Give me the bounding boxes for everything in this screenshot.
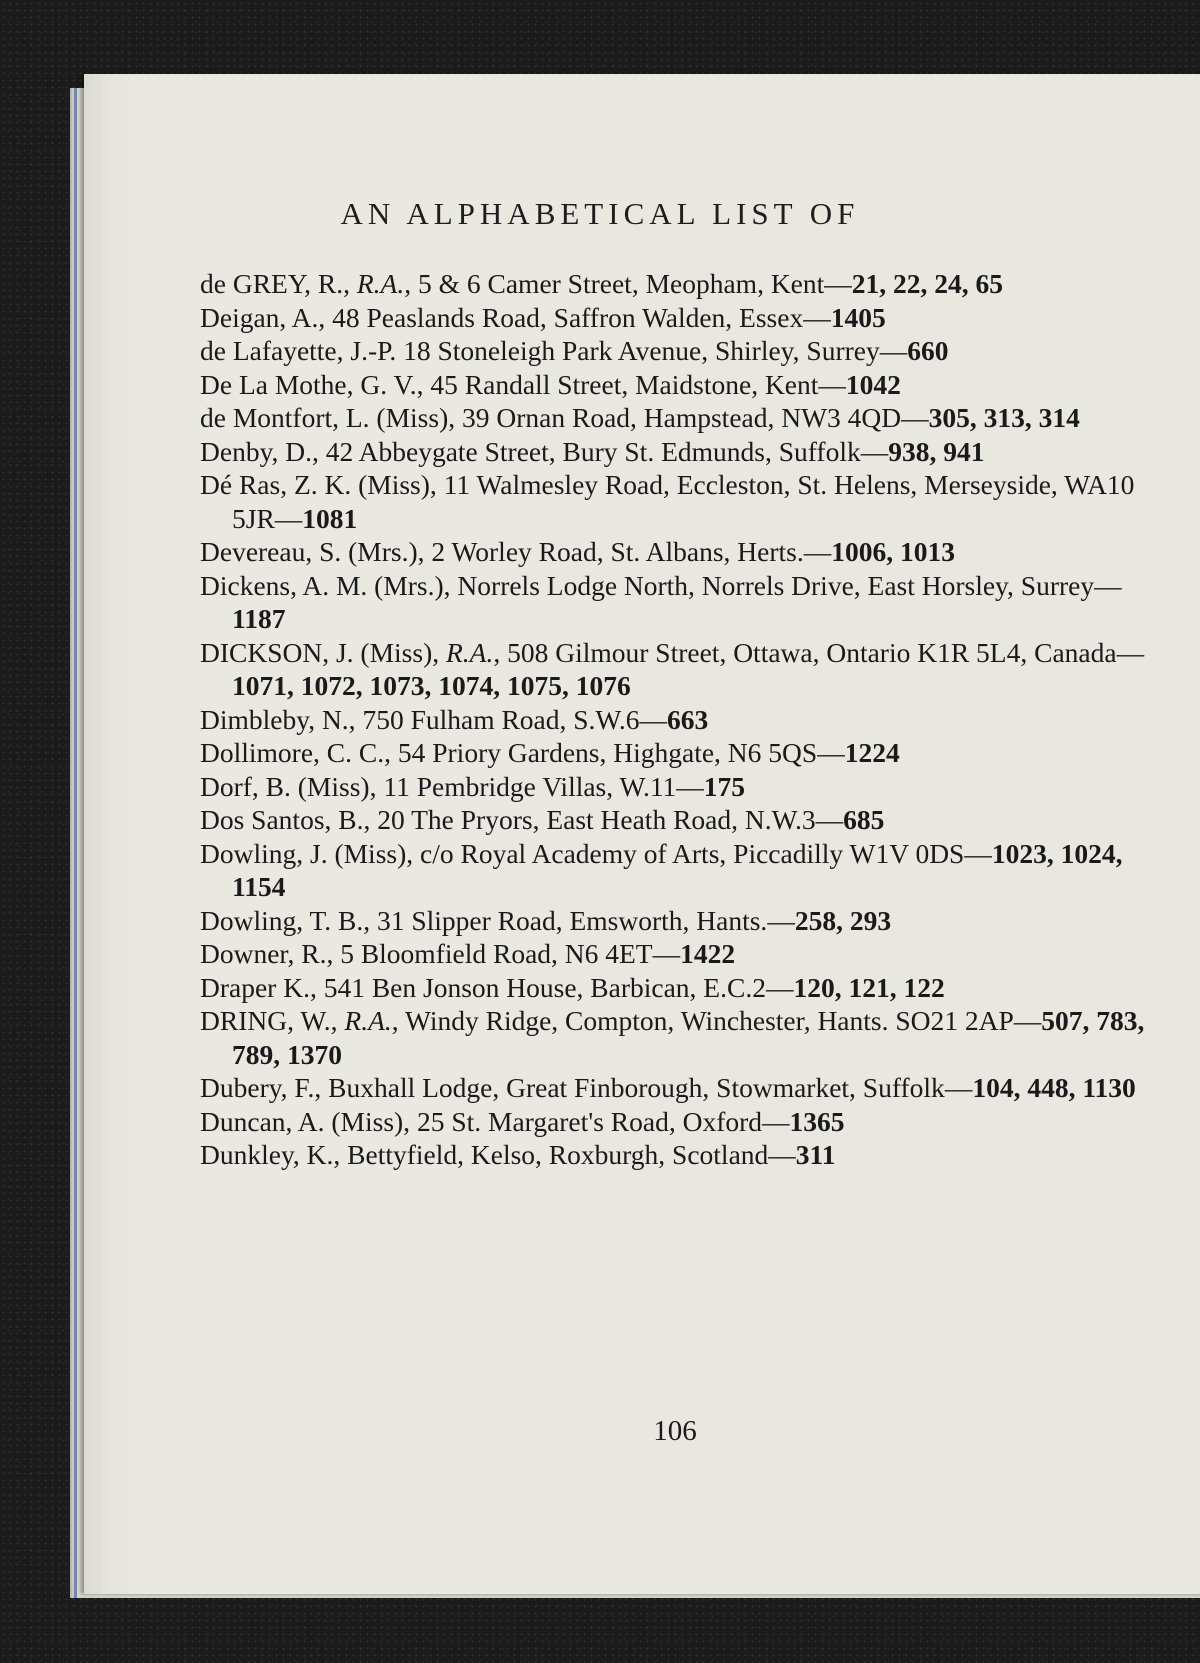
entry-dash: — xyxy=(803,536,832,567)
entry-catalogue-numbers: 175 xyxy=(703,770,746,802)
entry-name: de Lafayette, J.-P. xyxy=(200,335,404,366)
entry-name: Dubery, F., xyxy=(200,1072,329,1103)
entry-dash: — xyxy=(879,335,908,366)
entry-address: Norrels Lodge North, Norrels Drive, East Horsley, Surrey xyxy=(457,569,1095,601)
entry-catalogue-numbers: 258, 293 xyxy=(794,904,892,936)
entry-address: 25 St. Margaret's Road, Oxford xyxy=(416,1105,763,1137)
entry-dash: — xyxy=(768,1139,796,1170)
entry-dash: — xyxy=(652,938,681,969)
entry-address: 5 Bloomfield Road, N6 4ET xyxy=(340,938,653,969)
entry-catalogue-numbers: 1071, 1072, 1073, 1074, 1075, 1076 xyxy=(232,670,631,701)
list-entry xyxy=(200,368,1155,402)
entry-dash: — xyxy=(765,971,794,1003)
entry-address: c/o Royal Academy of Arts, Piccadilly W1V 0DS xyxy=(420,837,965,869)
entry-name: Dollimore, C. C., xyxy=(200,737,398,768)
entry-catalogue-numbers: 1042 xyxy=(845,368,901,400)
entry-address: 2 Worley Road, St. Albans, Herts. xyxy=(431,536,804,567)
entry-name: Dowling, J. (Miss), xyxy=(200,837,421,869)
entry-ra-designation: R.A. xyxy=(344,1005,392,1036)
entry-name: de Montfort, L. (Miss), xyxy=(200,402,462,433)
list-entry xyxy=(200,334,1155,368)
entry-catalogue-numbers: 104, 448, 1130 xyxy=(972,1072,1136,1103)
list-entry xyxy=(200,535,1155,569)
entry-catalogue-numbers: 507, 783, 789, 1370 xyxy=(232,1005,1145,1070)
list-entry xyxy=(200,401,1155,435)
entry-catalogue-numbers: 1365 xyxy=(789,1105,845,1137)
entry-catalogue-numbers: 1405 xyxy=(830,301,886,333)
entry-address: 18 Stoneleigh Park Avenue, Shirley, Surrey xyxy=(403,335,880,366)
entry-ra-designation: R.A. xyxy=(446,636,494,668)
entry-catalogue-numbers: 1224 xyxy=(844,737,900,768)
entry-name: Dorf, B. (Miss), xyxy=(200,770,384,802)
entry-address: 48 Peaslands Road, Saffron Walden, Essex xyxy=(332,301,804,333)
entry-name: Dowling, T. B., xyxy=(200,904,377,936)
entry-address: 11 Walmesley Road, Eccleston, St. Helens, Merseyside, WA10 5JR xyxy=(232,469,1135,534)
entry-dash: — xyxy=(762,1105,790,1137)
list-entry xyxy=(200,703,1155,737)
entry-address: , Windy Ridge, Compton, Winchester, Hants. SO21 2AP xyxy=(391,1005,1014,1036)
entry-dash: — xyxy=(901,402,929,433)
entry-name: de GREY, R., xyxy=(200,268,357,299)
list-entry xyxy=(200,468,1155,535)
entry-address: 31 Slipper Road, Emsworth, Hants. xyxy=(376,904,768,936)
entry-name: Devereau, S. (Mrs.), xyxy=(200,536,432,567)
entry-catalogue-numbers: 663 xyxy=(667,703,709,735)
entry-dash: — xyxy=(944,1072,973,1103)
list-entry xyxy=(200,569,1155,636)
entry-address: 39 Ornan Road, Hampstead, NW3 4QD xyxy=(462,402,902,433)
entry-catalogue-numbers: 938, 941 xyxy=(888,435,985,467)
entry-address: , 508 Gilmour Street, Ottawa, Ontario K1R 5L4, Canada xyxy=(493,636,1117,668)
entry-dash: — xyxy=(818,368,846,400)
list-entry xyxy=(200,803,1155,837)
entry-name: De La Mothe, G. V., xyxy=(200,368,431,400)
entry-dash: — xyxy=(676,770,704,802)
entry-address: , 5 & 6 Camer Street, Meopham, Kent xyxy=(404,268,825,299)
entry-address: 750 Fulham Road, S.W.6 xyxy=(362,703,640,735)
entry-catalogue-numbers: 1187 xyxy=(232,603,286,634)
list-entry xyxy=(200,837,1155,904)
entry-catalogue-numbers: 311 xyxy=(795,1139,836,1170)
entry-catalogue-numbers: 1081 xyxy=(302,502,358,534)
entry-dash: — xyxy=(1013,1005,1042,1036)
entry-list xyxy=(200,267,1155,1172)
entry-name: Dickens, A. M. (Mrs.), xyxy=(200,569,458,601)
entry-dash: — xyxy=(767,904,795,936)
entry-catalogue-numbers: 685 xyxy=(843,804,885,835)
list-entry xyxy=(200,937,1155,971)
entry-address: Buxhall Lodge, Great Finborough, Stowmarket, Suffolk xyxy=(328,1072,945,1103)
entry-address: Bettyfield, Kelso, Roxburgh, Scotland xyxy=(347,1139,769,1170)
entry-ra-designation: R.A. xyxy=(356,268,405,299)
entry-dash: — xyxy=(860,435,889,467)
entry-dash: — xyxy=(817,737,845,768)
entry-dash: — xyxy=(639,703,667,735)
entry-name: Duncan, A. (Miss), xyxy=(200,1105,417,1137)
entry-dash: — xyxy=(1116,636,1145,668)
entry-catalogue-numbers: 305, 313, 314 xyxy=(928,402,1080,433)
list-entry xyxy=(200,1138,1155,1172)
entry-name: Dos Santos, B., xyxy=(200,804,378,835)
entry-dash: — xyxy=(824,268,852,299)
list-entry xyxy=(200,1004,1155,1071)
list-entry xyxy=(200,1105,1155,1139)
list-entry xyxy=(200,636,1155,703)
entry-name: Draper K., xyxy=(200,971,324,1003)
list-entry xyxy=(200,1071,1155,1105)
entry-address: 45 Randall Street, Maidstone, Kent xyxy=(430,368,819,400)
page-header: AN ALPHABETICAL LIST OF xyxy=(340,196,860,231)
list-entry xyxy=(200,770,1155,804)
list-entry xyxy=(200,301,1155,335)
entry-dash: — xyxy=(964,837,992,869)
list-entry xyxy=(200,971,1155,1005)
page-number-row xyxy=(0,1415,1200,1448)
entry-catalogue-numbers: 21, 22, 24, 65 xyxy=(851,268,1004,299)
list-entry xyxy=(200,904,1155,938)
entry-name: Downer, R., xyxy=(200,938,341,969)
entry-address: 20 The Pryors, East Heath Road, N.W.3 xyxy=(377,804,816,835)
entry-address: 54 Priory Gardens, Highgate, N6 5QS xyxy=(397,737,818,768)
entry-dash: — xyxy=(274,502,303,534)
entry-catalogue-numbers: 660 xyxy=(907,335,949,366)
entry-name: Deigan, A., xyxy=(200,301,333,333)
page-number: 106 xyxy=(653,1415,697,1447)
entry-name: Dé Ras, Z. K. (Miss), xyxy=(200,469,444,500)
entry-catalogue-numbers: 1422 xyxy=(680,938,736,969)
entry-name: DICKSON, J. (Miss), xyxy=(200,636,446,668)
entry-dash: — xyxy=(1094,569,1122,601)
list-entry xyxy=(200,736,1155,770)
entry-catalogue-numbers: 120, 121, 122 xyxy=(793,971,945,1003)
entry-name: DRING, W., xyxy=(200,1005,345,1036)
entry-name: Dimbleby, N., xyxy=(200,703,363,735)
entry-name: Denby, D., xyxy=(200,435,326,467)
list-entry xyxy=(200,267,1155,301)
entry-address: 11 Pembridge Villas, W.11 xyxy=(383,770,677,802)
entry-catalogue-numbers: 1023, 1024, 1154 xyxy=(232,837,1123,902)
entry-catalogue-numbers: 1006, 1013 xyxy=(831,536,955,567)
entry-address: 541 Ben Jonson House, Barbican, E.C.2 xyxy=(323,971,766,1003)
list-entry xyxy=(200,435,1155,469)
entry-dash: — xyxy=(815,804,844,835)
entry-address: 42 Abbeygate Street, Bury St. Edmunds, Suffolk xyxy=(325,435,861,467)
entry-name: Dunkley, K., xyxy=(200,1139,348,1170)
entry-dash: — xyxy=(803,301,831,333)
